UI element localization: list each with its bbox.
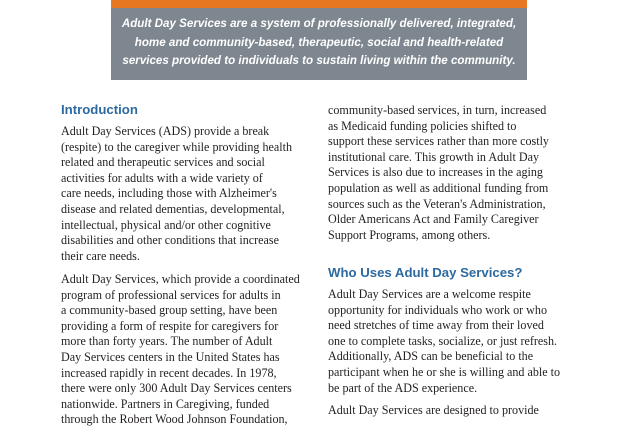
continued-paragraph: [328, 103, 549, 243]
text-line: need stretches of time away from their loved: [328, 318, 544, 333]
text-line: Adult Day Services are designed to provide: [328, 403, 539, 417]
who-uses-heading: Who Uses Adult Day Services?: [328, 265, 523, 280]
text-line: as Medicaid funding policies shifted to: [328, 118, 517, 133]
designed-paragraph: [328, 403, 539, 419]
text-line: related and therapeutic services and social: [61, 155, 265, 170]
text-line: (respite) to the caregiver while providing health: [61, 139, 293, 154]
text-line: institutional care. This growth in Adult Day: [328, 149, 540, 164]
text-line: their care needs.: [61, 248, 140, 263]
text-line: Support Programs, among others.: [328, 227, 491, 242]
text-line: disabilities and other conditions that increase: [61, 233, 279, 248]
text-line: one to complete tasks, socialize, or just refresh.: [328, 333, 558, 348]
text-line: providing a form of respite for caregivers for: [61, 318, 279, 333]
banner-line: home and community-based, therapeutic, social and health-related: [134, 35, 504, 49]
text-line: participant when he or she is willing and able to: [328, 364, 561, 379]
text-line: a community-based group setting, have been: [61, 303, 278, 318]
text-line: activities for adults with a wide variety of: [61, 170, 263, 185]
history-paragraph: [61, 272, 300, 428]
text-line: community-based services, in turn, increased: [328, 103, 547, 117]
text-line: Services is also due to increases in the aging: [328, 165, 543, 180]
text-line: through the Robert Wood Johnson Foundation,: [61, 412, 288, 427]
text-line: Additionally, ADS can be beneficial to the: [328, 349, 534, 364]
text-line: intellectual, physical and/or other cognitive: [61, 217, 271, 232]
summary-banner: [111, 8, 527, 80]
text-line: program of professional services for adults in: [61, 287, 281, 302]
text-line: care needs, including those with Alzheimer's: [61, 186, 277, 201]
text-line: there were only 300 Adult Day Services centers: [61, 381, 292, 396]
who-uses-paragraph: [328, 287, 560, 396]
text-line: disease and related dementias, developmental,: [61, 201, 285, 216]
text-line: be part of the ADS experience.: [328, 380, 478, 395]
banner-line: services provided to individuals to sustain living within the community.: [122, 54, 516, 67]
text-line: Adult Day Services (ADS) provide a break: [61, 124, 270, 138]
text-line: Older Americans Act and Family Caregiver: [328, 212, 539, 227]
text-line: sources such as the Veteran's Administration,: [328, 196, 546, 211]
accent-bar: [111, 0, 527, 8]
text-line: nationwide. Partners in Caregiving, funded: [61, 396, 270, 411]
text-line: Day Services centers in the United States has: [61, 349, 280, 364]
introduction-paragraph: [61, 124, 292, 264]
introduction-heading: Introduction: [61, 102, 138, 117]
text-line: increased rapidly in recent decades. In 1978,: [61, 365, 277, 380]
text-line: Adult Day Services, which provide a coordinated: [61, 272, 300, 286]
text-line: more than forty years. The number of Adult: [61, 334, 273, 349]
text-line: Adult Day Services are a welcome respite: [328, 287, 531, 301]
text-line: support these services rather than more costly: [328, 134, 549, 149]
banner-line: Adult Day Services are a system of professionally delivered, integrated,: [121, 17, 517, 30]
text-line: opportunity for individuals who work or who: [328, 302, 548, 317]
text-line: population as well as additional funding from: [328, 180, 549, 195]
